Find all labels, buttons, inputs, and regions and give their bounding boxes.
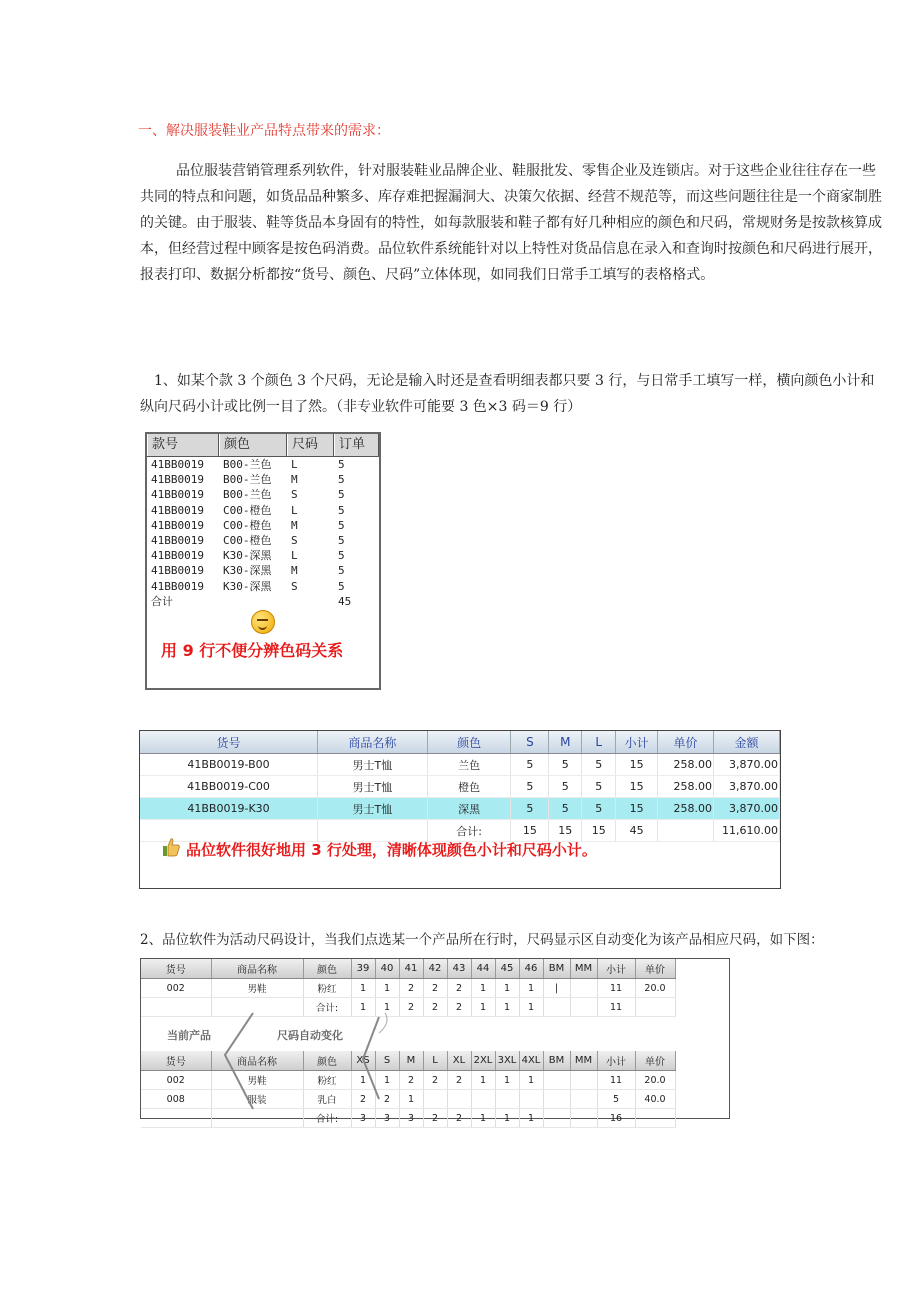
dynamic-size-screenshot [140, 958, 730, 1125]
fig1-cell: 5 [338, 518, 345, 532]
fig3-cell: 1 [495, 1071, 519, 1090]
embarrassed-smiley-icon [251, 610, 275, 634]
fig1-cell: L [291, 549, 298, 563]
fig3-header-cell: 46 [519, 959, 543, 979]
fig3-cell: 2 [423, 979, 447, 998]
fig3-header-cell: 颜色 [303, 959, 351, 979]
fig2-total-cell: 合计: [427, 820, 511, 842]
fig1-total-row [147, 594, 379, 609]
fig2-total-cell: 11,610.00 [713, 820, 779, 842]
point-two-paragraph: 2、品位软件为活动尺码设计，当我们点选某一个产品所在行时，尺码显示区自动变化为该产品相应尺码，如下图： [140, 932, 824, 948]
fig2-header-cell: M [549, 731, 582, 754]
fig3-cell: 1 [495, 979, 519, 998]
fig1-cell: 41BB0019 [151, 579, 204, 593]
fig2-cell: 5 [511, 776, 549, 798]
fig3-cell: 16 [597, 1109, 635, 1128]
fig3-cell: | [543, 979, 570, 998]
fig2-total-cell: 15 [511, 820, 549, 842]
fig2-total-cell: 15 [549, 820, 582, 842]
fig3-cell [570, 1071, 597, 1090]
fig2-cell: 男士T恤 [318, 776, 428, 798]
fig3-cell: 2 [423, 1071, 447, 1090]
fig1-cell: 5 [338, 579, 345, 593]
fig1-cell: M [291, 564, 298, 578]
fig1-row [147, 518, 379, 533]
fig2-header-cell: S [511, 731, 549, 754]
table-row [140, 754, 780, 776]
fig3-header-cell: 货号 [141, 1051, 211, 1071]
fig3-cell [211, 998, 303, 1017]
table-row[interactable] [140, 798, 780, 820]
thumbs-up-icon [162, 837, 180, 857]
fig1-cell: 41BB0019 [151, 533, 204, 547]
fig3-cell [211, 1109, 303, 1128]
fig3-cell: 2 [375, 1090, 399, 1109]
fig1-row [147, 563, 379, 578]
fig3-header-cell: XS [351, 1051, 375, 1071]
fig1-cell: 41BB0019 [151, 458, 204, 471]
fig2-total-cell: 15 [582, 820, 616, 842]
fig2-cell: 15 [616, 798, 658, 820]
fig2-cell: 15 [616, 776, 658, 798]
fig3-cell: 3 [351, 1109, 375, 1128]
fig1-message: 用 9 行不便分辨色码关系 [161, 641, 344, 660]
fig2-table [140, 731, 780, 842]
fig1-cell: B00-兰色 [223, 488, 272, 502]
fig1-header-cell: 订单 [334, 434, 379, 456]
auto-size-label: 尺码自动变化 [277, 1029, 343, 1042]
fig3-cell: 20.0 [635, 979, 675, 998]
fig3-cell: 5 [597, 1090, 635, 1109]
fig2-cell: 5 [549, 776, 582, 798]
fig3-cell [570, 979, 597, 998]
fig3-cell: 008 [141, 1090, 211, 1109]
fig3-cell [141, 998, 211, 1017]
fig1-total-label: 合计 [151, 594, 173, 608]
fig2-cell: 5 [549, 798, 582, 820]
fig1-row [147, 579, 379, 594]
fig2-header-cell: 金额 [713, 731, 779, 754]
fig1-cell: M [291, 473, 298, 487]
fig1-cell: 41BB0019 [151, 488, 204, 502]
fig3-cell [570, 1090, 597, 1109]
fig2-cell: 5 [582, 754, 616, 776]
fig2-cell: 男士T恤 [318, 754, 428, 776]
fig1-cell: B00-兰色 [223, 458, 272, 471]
fig3-header-cell: 单价 [635, 959, 675, 979]
fig1-cell: C00-橙色 [223, 533, 272, 547]
fig1-row [147, 548, 379, 563]
fig3-cell [543, 998, 570, 1017]
fig3-cell: 40.0 [635, 1090, 675, 1109]
point-one-text: 1、如某个款 3 个颜色 3 个尺码，无论是输入时还是查看明细表都只要 3 行，与日常手工填写一样，横向颜色小计和纵向尺码小计或比例一目了然。（非专业软件可能要 3 色×3 码＝9 行） [140, 373, 875, 415]
fig3-header-cell: 颜色 [303, 1051, 351, 1071]
fig3-header-cell: 小计 [597, 959, 635, 979]
fig3-cell [141, 1109, 211, 1128]
fig3-cell: 1 [471, 1109, 495, 1128]
fig2-header-cell: 商品名称 [318, 731, 428, 754]
fig3-header-cell: 41 [399, 959, 423, 979]
fig3-cell: 1 [495, 1109, 519, 1128]
fig3-cell [570, 1109, 597, 1128]
fig3-cell [495, 1090, 519, 1109]
fig3-header-cell: 货号 [141, 959, 211, 979]
fig2-cell: 橙色 [427, 776, 511, 798]
fig1-header-cell: 款号 [147, 434, 219, 456]
fig3-cell: 3 [375, 1109, 399, 1128]
fig3-cell: 1 [519, 1109, 543, 1128]
fig2-header-cell: L [582, 731, 616, 754]
fig3-cell: 2 [447, 979, 471, 998]
fig1-cell: L [291, 503, 298, 517]
fig3-header-cell: 2XL [471, 1051, 495, 1071]
table-row[interactable] [141, 979, 675, 998]
current-product-label: 当前产品 [167, 1029, 211, 1042]
fig3-header-cell: 44 [471, 959, 495, 979]
fig3-cell: 1 [471, 998, 495, 1017]
fig2-cell: 男士T恤 [318, 798, 428, 820]
fig2-cell: 5 [549, 754, 582, 776]
fig1-cell: C00-橙色 [223, 518, 272, 532]
fig3-header-cell: BM [543, 1051, 570, 1071]
fig3-cell: 002 [141, 1071, 211, 1090]
fig3-cell: 1 [351, 998, 375, 1017]
fig3-header-cell: 商品名称 [211, 1051, 303, 1071]
fig1-cell: K30-深黑 [223, 564, 272, 578]
fig2-note: 品位软件很好地用 3 行处理，清晰体现颜色小计和尺码小计。 [186, 841, 597, 859]
fig3-cell: 1 [471, 1071, 495, 1090]
fig1-cell: 41BB0019 [151, 564, 204, 578]
fig3-cell: 1 [519, 979, 543, 998]
fig3-cell: 1 [399, 1090, 423, 1109]
table-row[interactable] [141, 1090, 675, 1109]
fig1-cell: 5 [338, 533, 345, 547]
fig3-cell: 乳白 [303, 1090, 351, 1109]
three-row-table-screenshot [139, 730, 781, 889]
fig3-header-cell: 39 [351, 959, 375, 979]
fig1-cell: S [291, 533, 298, 547]
fig1-row [147, 503, 379, 518]
fig3-top-table [141, 959, 676, 1017]
fig3-cell: 2 [447, 998, 471, 1017]
fig2-header-cell: 颜色 [427, 731, 511, 754]
fig3-cell: 合计: [303, 1109, 351, 1128]
fig3-cell [543, 1071, 570, 1090]
fig3-cell [570, 998, 597, 1017]
fig1-header-cell: 颜色 [219, 434, 287, 456]
fig3-header-cell: BM [543, 959, 570, 979]
fig1-cell: 41BB0019 [151, 518, 204, 532]
fig2-header-cell: 货号 [140, 731, 318, 754]
fig2-cell: 15 [616, 754, 658, 776]
fig1-cell: 5 [338, 503, 345, 517]
fig3-cell [423, 1090, 447, 1109]
fig3-cell: 2 [351, 1090, 375, 1109]
fig2-total-cell: 45 [616, 820, 658, 842]
fig2-cell: 3,870.00 [713, 776, 779, 798]
fig3-header-cell: 商品名称 [211, 959, 303, 979]
fig3-cell: 1 [375, 979, 399, 998]
fig1-cell: C00-橙色 [223, 503, 272, 517]
fig2-cell: 5 [582, 798, 616, 820]
fig3-cell: 11 [597, 998, 635, 1017]
fig3-cell: 2 [399, 1071, 423, 1090]
fig1-total-value: 45 [338, 594, 352, 608]
fig3-header-cell: 3XL [495, 1051, 519, 1071]
intro-paragraph [140, 158, 888, 288]
fig3-header-cell: 单价 [635, 1051, 675, 1071]
fig2-cell: 258.00 [658, 776, 714, 798]
fig1-cell: 5 [338, 549, 345, 563]
fig1-cell: 5 [338, 488, 345, 502]
fig3-header-cell: MM [570, 1051, 597, 1071]
fig3-cell: 男鞋 [211, 1071, 303, 1090]
fig3-cell: 2 [423, 998, 447, 1017]
fig1-cell: K30-深黑 [223, 549, 272, 563]
fig1-cell: L [291, 458, 298, 471]
fig3-cell [519, 1090, 543, 1109]
fig2-cell: 258.00 [658, 754, 714, 776]
fig3-cell: 服装 [211, 1090, 303, 1109]
fig3-header-cell: 43 [447, 959, 471, 979]
fig3-cell: 1 [471, 979, 495, 998]
table-row[interactable] [141, 998, 675, 1017]
fig1-cell: 41BB0019 [151, 503, 204, 517]
fig1-cell: 5 [338, 473, 345, 487]
fig3-cell [447, 1090, 471, 1109]
fig3-header-cell: L [423, 1051, 447, 1071]
fig3-header-cell: MM [570, 959, 597, 979]
fig3-cell: 1 [495, 998, 519, 1017]
fig2-cell: 41BB0019-B00 [140, 754, 318, 776]
fig2-header-cell: 单价 [658, 731, 714, 754]
fig1-header [147, 434, 379, 457]
table-row[interactable] [141, 1109, 675, 1128]
fig3-header-cell: XL [447, 1051, 471, 1071]
fig3-cell: 1 [351, 1071, 375, 1090]
fig2-cell: 5 [582, 776, 616, 798]
fig1-row [147, 457, 379, 472]
fig3-cell [543, 1109, 570, 1128]
fig3-cell: 2 [447, 1071, 471, 1090]
fig2-cell: 3,870.00 [713, 754, 779, 776]
fig1-cell: 5 [338, 564, 345, 578]
fig2-cell: 258.00 [658, 798, 714, 820]
point-one-paragraph [140, 368, 888, 420]
fig3-cell: 合计: [303, 998, 351, 1017]
fig1-cell: S [291, 488, 298, 502]
fig3-cell: 11 [597, 979, 635, 998]
fig3-header-cell: M [399, 1051, 423, 1071]
fig3-cell [635, 998, 675, 1017]
fig3-cell: 男鞋 [211, 979, 303, 998]
fig3-cell: 1 [375, 998, 399, 1017]
fig2-header-cell: 小计 [616, 731, 658, 754]
fig1-cell: 5 [338, 458, 345, 471]
table-row[interactable] [141, 1071, 675, 1090]
fig2-cell: 41BB0019-C00 [140, 776, 318, 798]
fig3-header-cell: 4XL [519, 1051, 543, 1071]
fig3-cell: 粉红 [303, 1071, 351, 1090]
fig2-cell: 5 [511, 798, 549, 820]
fig3-header-cell: 42 [423, 959, 447, 979]
fig3-header-cell: S [375, 1051, 399, 1071]
fig3-header-cell: 小计 [597, 1051, 635, 1071]
fig2-cell: 3,870.00 [713, 798, 779, 820]
fig3-cell: 002 [141, 979, 211, 998]
fig2-cell: 深黑 [427, 798, 511, 820]
fig3-cell: 20.0 [635, 1071, 675, 1090]
fig1-cell: 41BB0019 [151, 549, 204, 563]
fig2-total-cell [658, 820, 714, 842]
fig1-cell: B00-兰色 [223, 473, 272, 487]
fig3-header-cell: 45 [495, 959, 519, 979]
fig3-callout-area [141, 1017, 729, 1051]
fig1-row [147, 472, 379, 487]
fig3-cell: 2 [447, 1109, 471, 1128]
fig1-cell: 41BB0019 [151, 473, 204, 487]
fig3-cell [471, 1090, 495, 1109]
fig3-header-cell: 40 [375, 959, 399, 979]
fig3-cell: 3 [399, 1109, 423, 1128]
fig3-cell: 1 [519, 1071, 543, 1090]
fig1-header-cell: 尺码 [287, 434, 334, 456]
fig1-row [147, 487, 379, 502]
fig1-cell: K30-深黑 [223, 579, 272, 593]
table-row [140, 776, 780, 798]
fig3-cell: 11 [597, 1071, 635, 1090]
section-heading: 一、解决服装鞋业产品特点带来的需求： [138, 123, 390, 139]
fig3-cell: 1 [351, 979, 375, 998]
fig2-cell: 41BB0019-K30 [140, 798, 318, 820]
fig3-cell [543, 1090, 570, 1109]
fig3-cell [635, 1109, 675, 1128]
fig3-cell: 2 [399, 998, 423, 1017]
fig3-cell: 1 [375, 1071, 399, 1090]
fig1-row [147, 533, 379, 548]
fig3-cell: 1 [519, 998, 543, 1017]
fig3-cell: 2 [399, 979, 423, 998]
fig3-cell: 2 [423, 1109, 447, 1128]
nine-row-table-screenshot [145, 432, 381, 690]
fig3-cell: 粉红 [303, 979, 351, 998]
fig1-cell: S [291, 579, 298, 593]
fig1-cell: M [291, 518, 298, 532]
intro-text: 品位服装营销管理系列软件，针对服装鞋业品牌企业、鞋服批发、零售企业及连锁店。对于这些企业往往存在一些共同的特点和问题，如货品品种繁多、库存难把握漏洞大、决策欠依据、经营不规范等，而这些问题往往是一个商家制胜的关键。由于服装、鞋等货品本身固有的特性，如每款服装和鞋子都有好几种相应的颜色和尺码，常规财务是按款核算成本，但经营过程中顾客是按色码消费。品位软件系统能针对以上特性对货品信息在录入和查询时按颜色和尺码进行展开，报表打印、数据分析都按“货号、颜色、尺码”立体体现，如同我们日常手工填写的表格格式。 [140, 163, 882, 283]
fig2-cell: 5 [511, 754, 549, 776]
fig3-bottom-table [141, 1051, 676, 1128]
fig2-cell: 兰色 [427, 754, 511, 776]
